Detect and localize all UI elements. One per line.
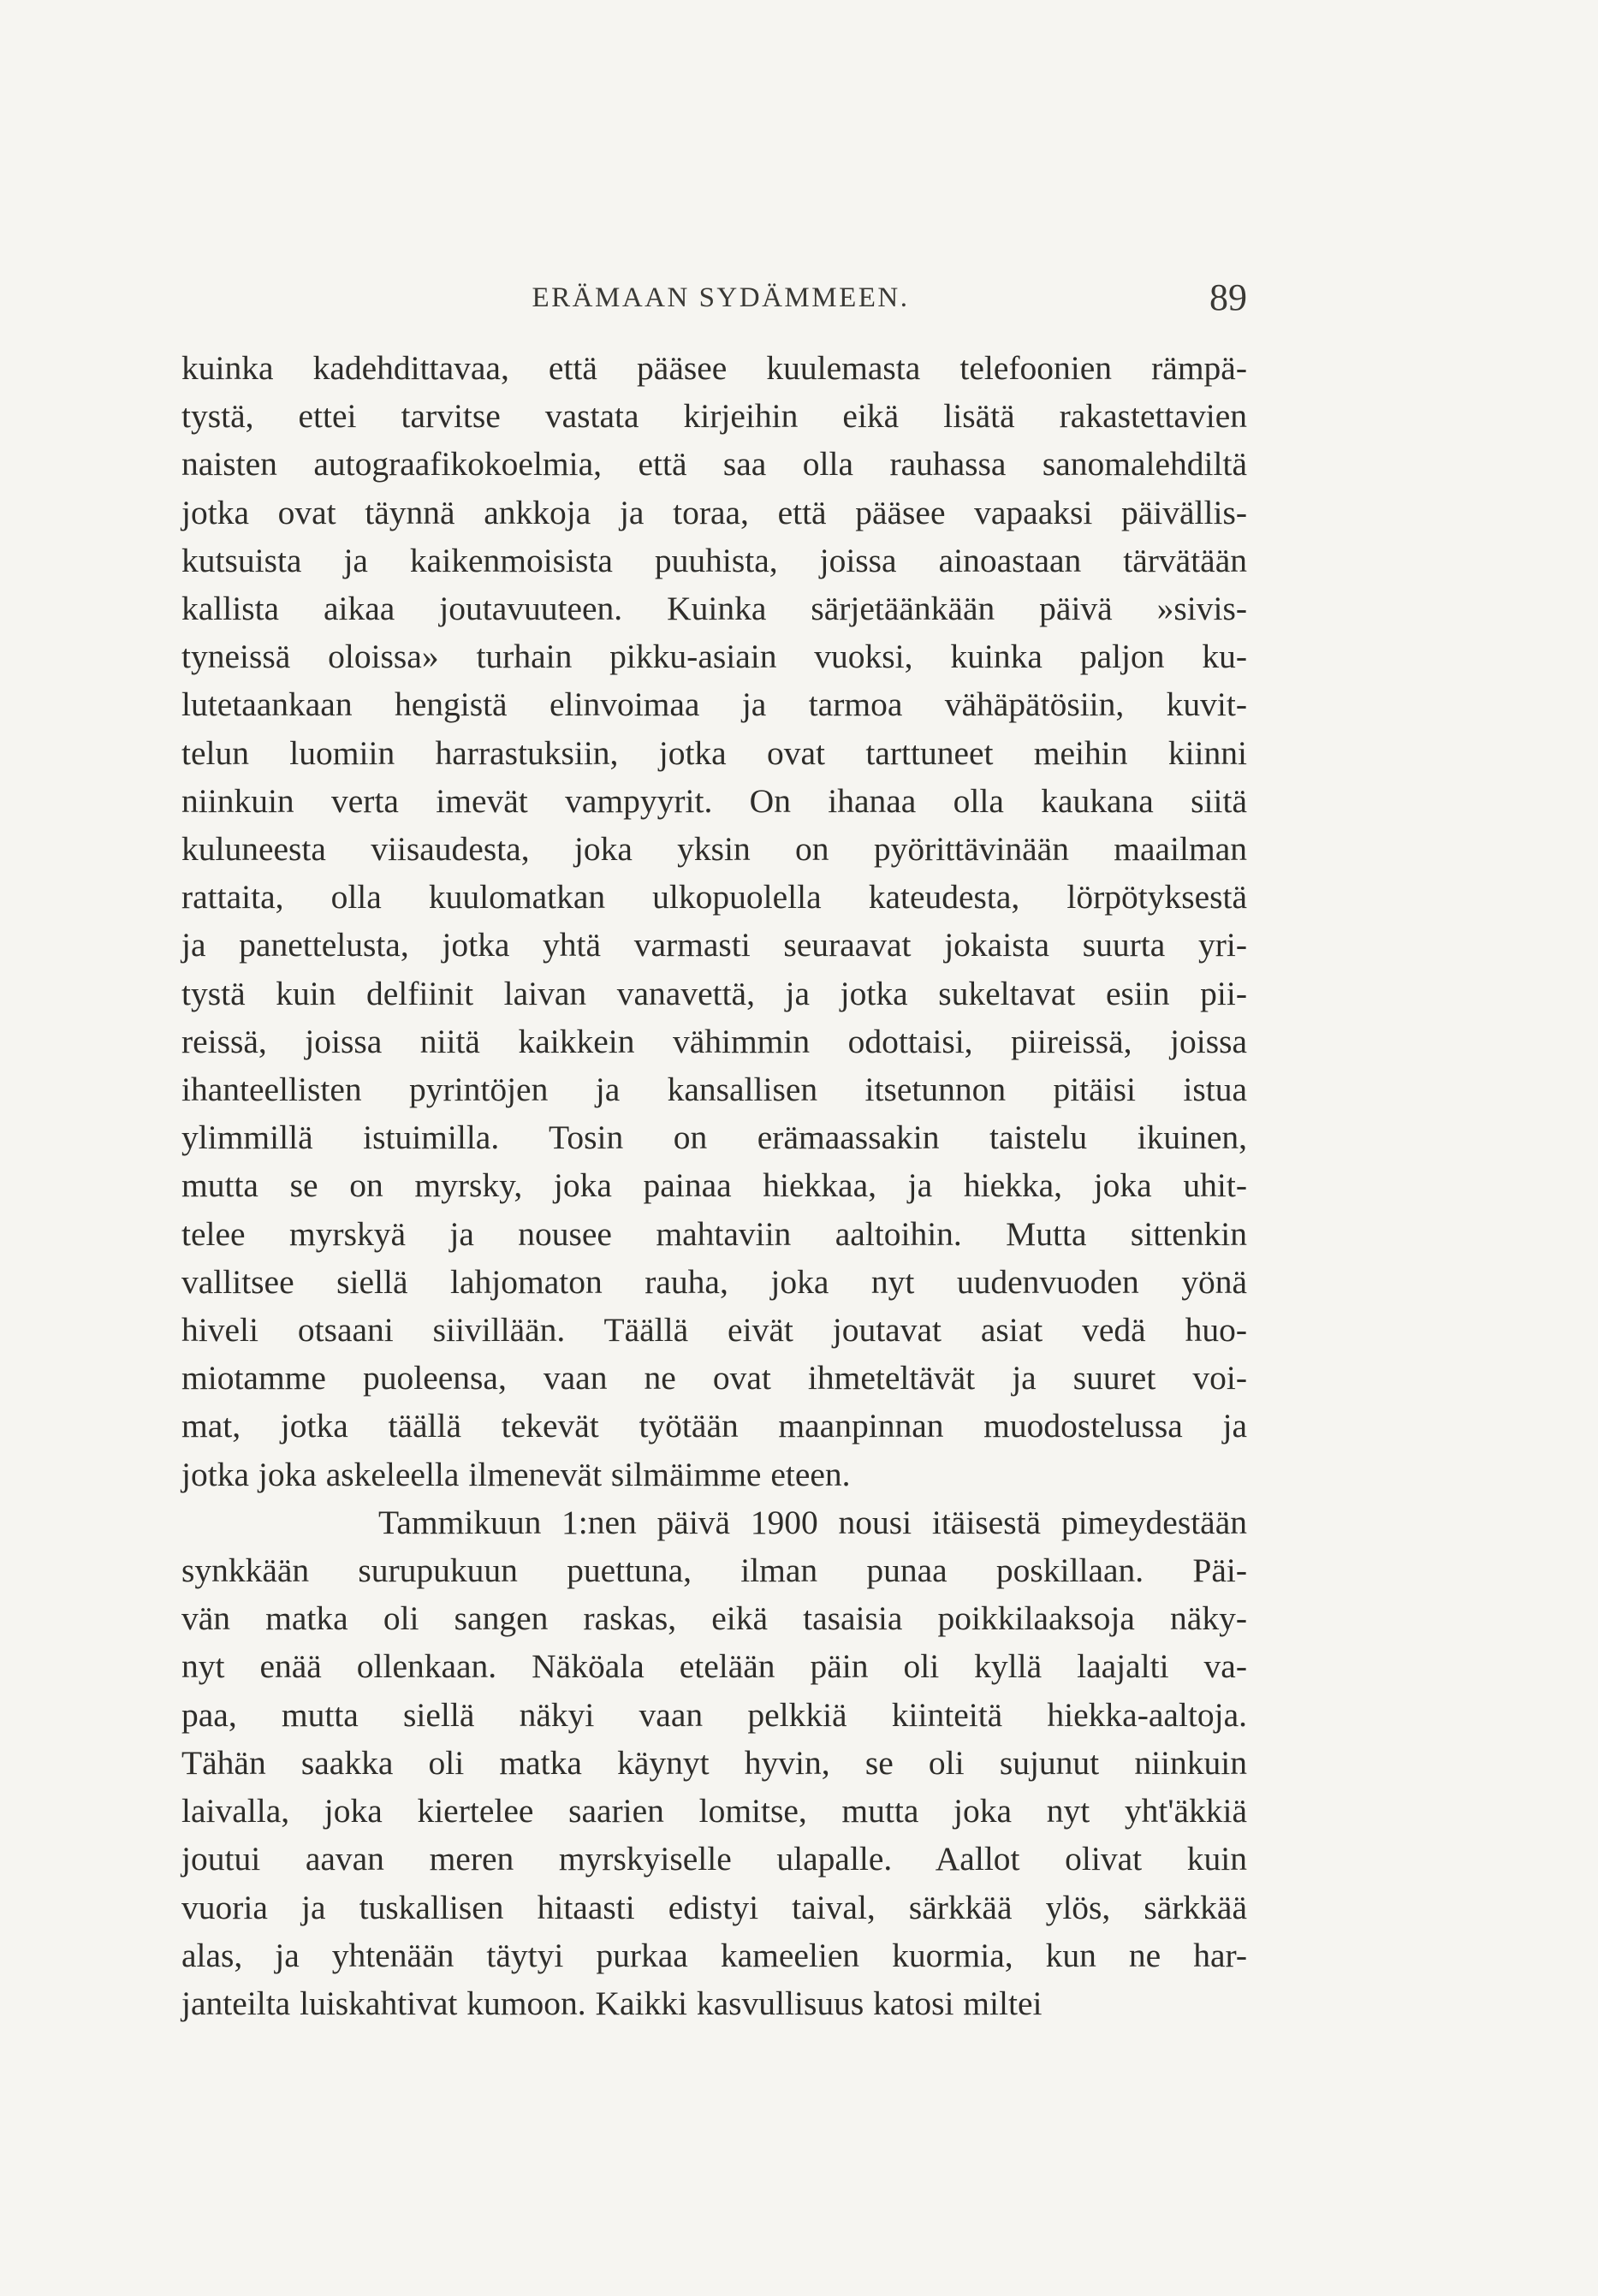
text-line: tyneissä oloissa» turhain pikku-asiain vuoksi, kuinka paljon ku-	[181, 638, 1247, 676]
running-head	[181, 276, 1260, 327]
paragraph	[181, 1498, 1247, 2027]
text-line: ja panettelusta, jotka yhtä varmasti seuraavat jokaista suurta yri-	[181, 926, 1247, 964]
running-title: ERÄMAAN SYDÄMMEEN.	[532, 282, 910, 313]
text-line: vallitsee siellä lahjomaton rauha, joka nyt uudenvuoden yönä	[181, 1262, 1247, 1301]
text-line: jotka joka askeleella ilmenevät silmäimme eteen.	[181, 1455, 851, 1493]
text-line: tystä, ettei tarvitse vastata kirjeihin eikä lisätä rakastettavien	[181, 397, 1247, 436]
text-line: Tammikuun 1:nen päivä 1900 nousi itäisestä pimeydestään	[378, 1503, 1247, 1541]
text-line: rattaita, olla kuulomatkan ulkopuolella kateudesta, lörpötyksestä	[181, 878, 1247, 917]
text-line: niinkuin verta imevät vampyyrit. On ihanaa olla kaukana siitä	[181, 781, 1247, 820]
text-line: Tähän saakka oli matka käynyt hyvin, se oli sujunut niinkuin	[181, 1743, 1247, 1782]
text-line: alas, ja yhtenään täytyi purkaa kameelien kuormia, kun ne har-	[181, 1936, 1247, 1974]
text-line: paa, mutta siellä näkyi vaan pelkkiä kiinteitä hiekka-aaltoja.	[181, 1695, 1247, 1734]
text-line: lutetaankaan hengistä elinvoimaa ja tarmoa vähäpätösiin, kuvit-	[181, 685, 1247, 724]
text-line: vuoria ja tuskallisen hitaasti edistyi taival, särkkää ylös, särkkää	[181, 1888, 1247, 1926]
text-line: vän matka oli sangen raskas, eikä tasaisia poikkilaaksoja näky-	[181, 1599, 1247, 1638]
text-line: mutta se on myrsky, joka painaa hiekkaa, ja hiekka, joka uhit-	[181, 1166, 1247, 1205]
page-number: 89	[1209, 276, 1247, 318]
text-line: janteilta luiskahtivat kumoon. Kaikki kasvullisuus katosi miltei	[181, 1984, 1043, 2022]
text-line: mat, jotka täällä tekevät työtään maanpinnan muodostelussa ja	[181, 1407, 1247, 1445]
body-text	[181, 344, 1247, 2027]
text-line: miotamme puoleensa, vaan ne ovat ihmeteltävät ja suuret voi-	[181, 1359, 1247, 1397]
text-line: telun luomiin harrastuksiin, jotka ovat tarttuneet meihin kiinni	[181, 733, 1247, 772]
text-line: ylimmillä istuimilla. Tosin on erämaassakin taistelu ikuinen,	[181, 1118, 1247, 1157]
text-line: joutui aavan meren myrskyiselle ulapalle. Aallot olivat kuin	[181, 1840, 1247, 1878]
text-line: tystä kuin delfiinit laivan vanavettä, ja jotka sukeltavat esiin pii-	[181, 974, 1247, 1012]
text-line: kutsuista ja kaikenmoisista puuhista, joissa ainoastaan tärvätään	[181, 541, 1247, 579]
text-line: hiveli otsaani siivillään. Täällä eivät joutavat asiat vedä huo-	[181, 1311, 1247, 1350]
text-line: telee myrskyä ja nousee mahtaviin aaltoihin. Mutta sittenkin	[181, 1214, 1247, 1253]
text-line: laivalla, joka kiertelee saarien lomitse, mutta joka nyt yht'äkkiä	[181, 1792, 1247, 1830]
text-line: kuinka kadehdittavaa, että pääsee kuulemasta telefoonien rämpä-	[181, 349, 1247, 387]
text-line: reissä, joissa niitä kaikkein vähimmin odottaisi, piireissä, joissa	[181, 1022, 1247, 1060]
text-line: kallista aikaa joutavuuteen. Kuinka särjetäänkään päivä »sivis-	[181, 590, 1247, 628]
text-line: naisten autograafikokoelmia, että saa olla rauhassa sanomalehdiltä	[181, 445, 1247, 484]
paragraph	[181, 344, 1247, 1498]
text-line: jotka ovat täynnä ankkoja ja toraa, että pääsee vapaaksi päivällis-	[181, 493, 1247, 531]
text-line: synkkään surupukuun puettuna, ilman punaa poskillaan. Päi-	[181, 1551, 1247, 1590]
text-line: kuluneesta viisaudesta, joka yksin on pyörittävinään maailman	[181, 830, 1247, 869]
text-line: nyt enää ollenkaan. Näköala etelään päin oli kyllä laajalti va-	[181, 1647, 1247, 1686]
text-line: ihanteellisten pyrintöjen ja kansallisen itsetunnon pitäisi istua	[181, 1071, 1247, 1109]
